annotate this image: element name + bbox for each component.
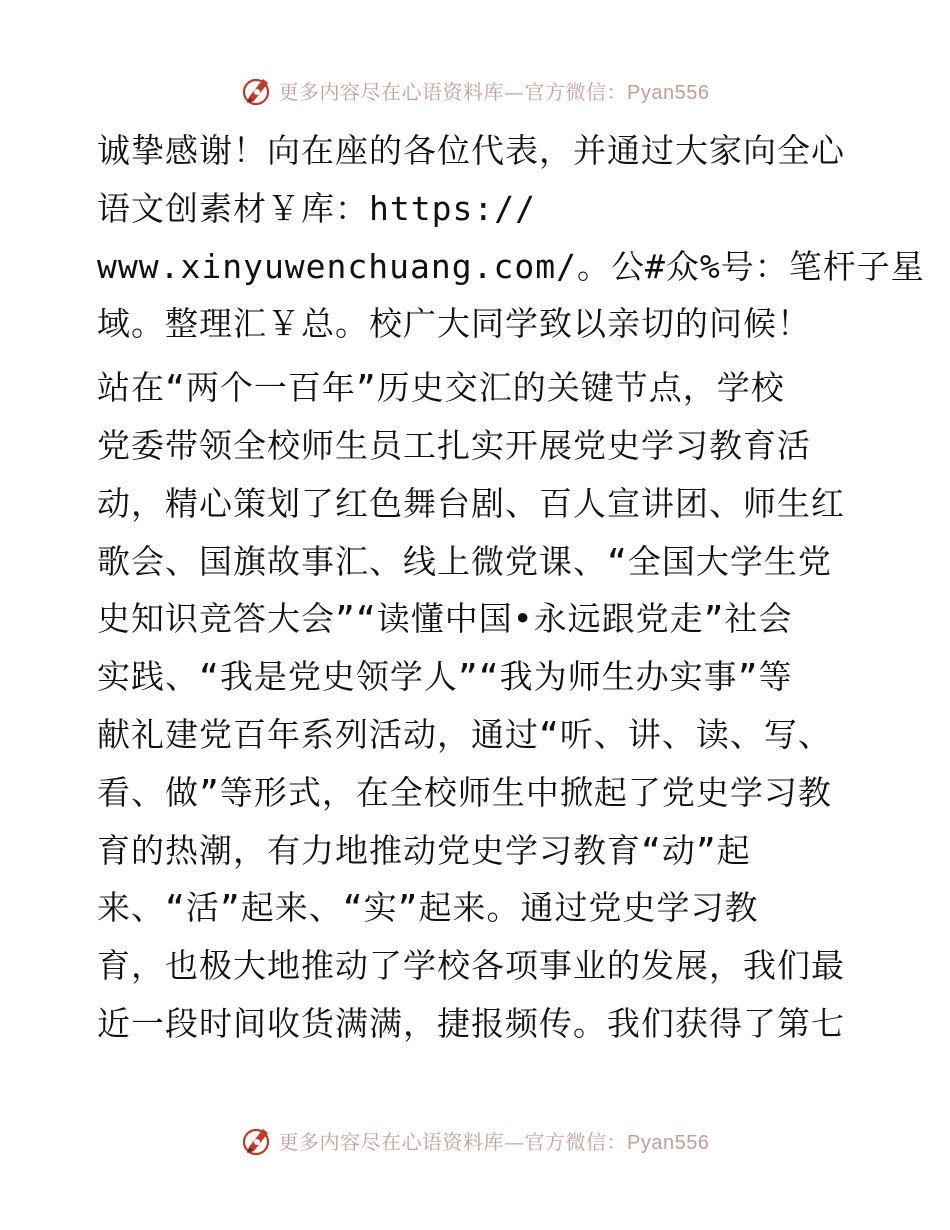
banner-wechat-id: Pyan556 bbox=[627, 81, 710, 104]
text-line: 看、做”等形式，在全校师生中掀起了党史学习教 bbox=[97, 772, 832, 812]
text-line: 党委带领全校师生员工扎实开展党史学习教育活 bbox=[97, 425, 811, 465]
text-line: 站在“两个一百年”历史交汇的关键节点，学校 bbox=[97, 368, 785, 408]
footer-banner bbox=[0, 1120, 950, 1160]
text-line: www.xinyuwenchuang.com/。公#众%号：笔杆子星 bbox=[97, 246, 925, 286]
pen-logo-icon bbox=[241, 1123, 275, 1157]
text-line: 域。整理汇￥总。校广大同学致以亲切的问候！ bbox=[97, 304, 811, 344]
text-line: 近一段时间收货满满，捷报频传。我们获得了第七 bbox=[97, 1003, 845, 1043]
pen-logo-icon bbox=[241, 73, 275, 107]
paragraph-2 bbox=[97, 359, 867, 1053]
paragraph-1 bbox=[97, 122, 925, 353]
banner-brand: 更多内容尽在心语资料库 bbox=[278, 79, 505, 104]
header-banner bbox=[0, 70, 950, 110]
text-line: 献礼建党百年系列活动，通过“听、讲、读、写、 bbox=[97, 714, 832, 754]
text-line: 歌会、国旗故事汇、线上微党课、“全国大学生党 bbox=[97, 541, 832, 581]
banner-wechat-label: 官方微信： bbox=[524, 79, 628, 104]
text-line: 语文创素材￥库：https:// bbox=[97, 188, 536, 228]
banner-wechat-id: Pyan556 bbox=[627, 1131, 710, 1154]
banner-text bbox=[279, 76, 710, 105]
text-line: 育，也极大地推动了学校各项事业的发展，我们最 bbox=[97, 946, 845, 986]
text-line: 来、“活”起来、“实”起来。通过党史学习教 bbox=[97, 888, 759, 928]
banner-brand: 更多内容尽在心语资料库 bbox=[278, 1129, 505, 1154]
text-line: 实践、“我是党史领学人”“我为师生办实事”等 bbox=[97, 657, 793, 697]
banner-wechat-label: 官方微信： bbox=[524, 1129, 628, 1154]
banner-text bbox=[279, 1126, 710, 1155]
text-line: 育的热潮，有力地推动党史学习教育“动”起 bbox=[97, 830, 751, 870]
text-line: 诚挚感谢！向在座的各位代表，并通过大家向全心 bbox=[97, 131, 845, 170]
document-body bbox=[97, 122, 925, 1053]
text-line: 动，精心策划了红色舞台剧、百人宣讲团、师生红 bbox=[97, 483, 845, 523]
text-line: 史知识竞答大会”“读懂中国•永远跟党走”社会 bbox=[97, 599, 793, 639]
banner-dash: — bbox=[504, 79, 525, 104]
banner-dash: — bbox=[504, 1129, 525, 1154]
